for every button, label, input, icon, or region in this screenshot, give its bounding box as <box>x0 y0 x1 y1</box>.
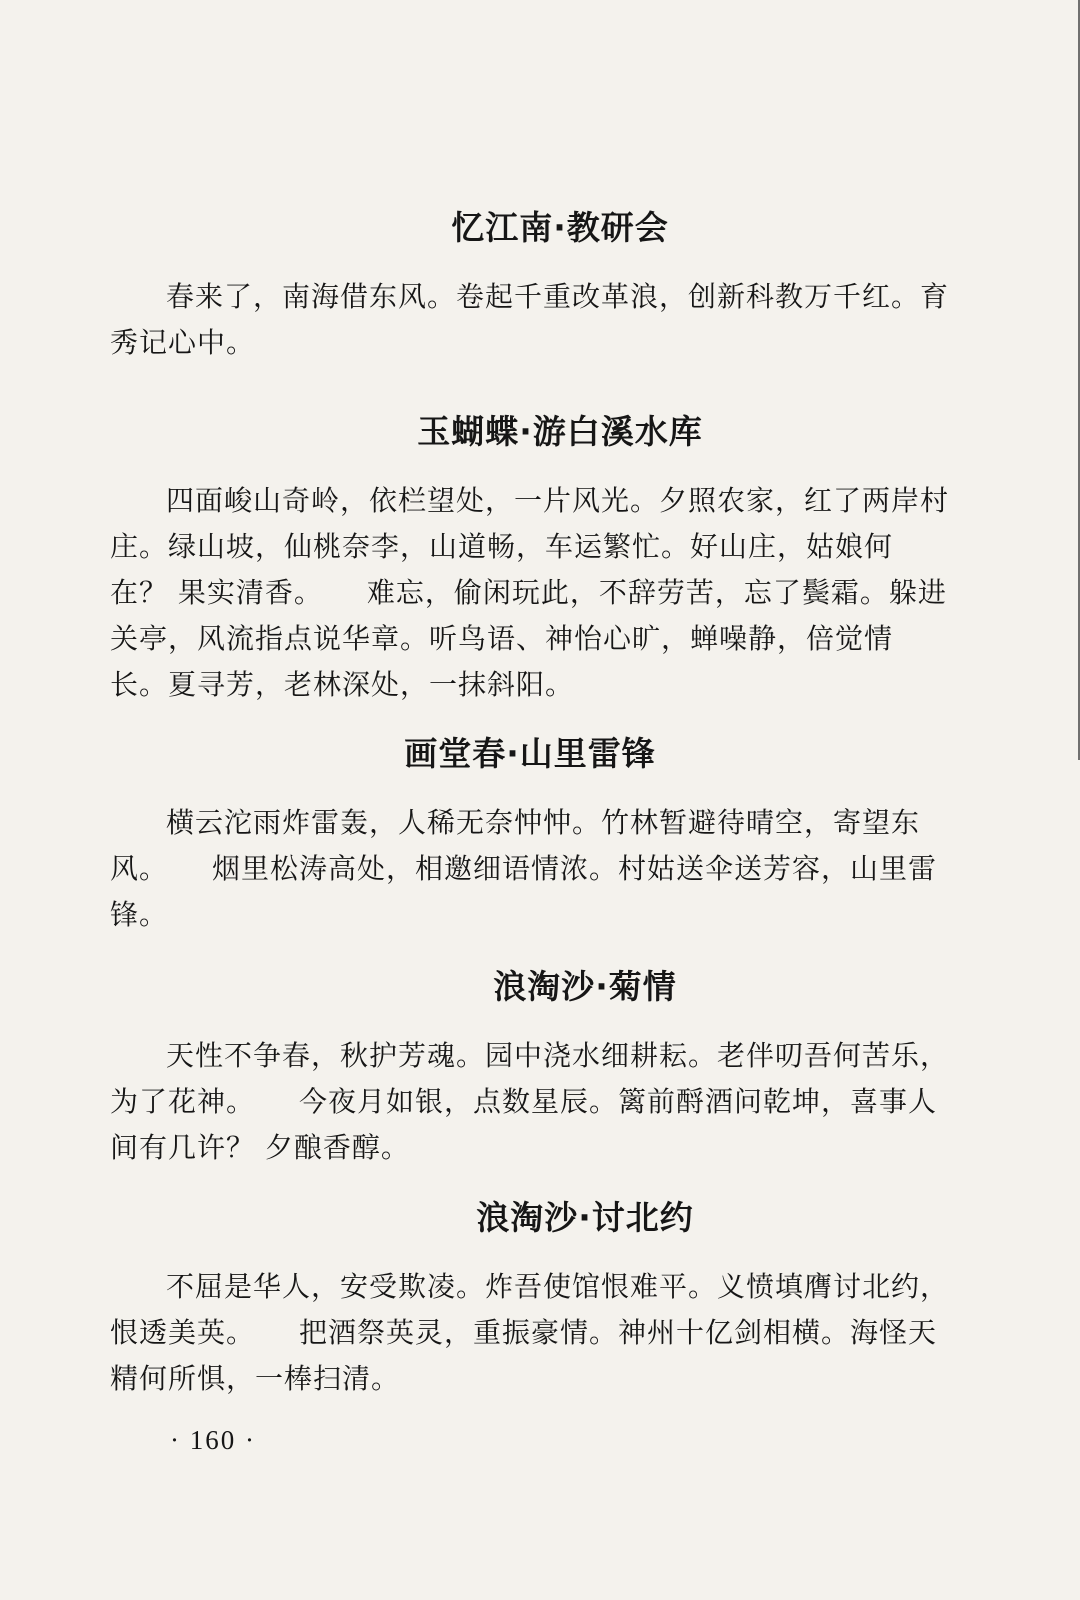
poem-5 <box>110 1198 950 1402</box>
poem-2 <box>110 412 950 708</box>
poem-body: 春来了，南海借东风。卷起千重改革浪，创新科教万千红。育秀记心中。 <box>110 280 950 359</box>
poem-title: 浪淘沙·菊情 <box>493 967 677 1006</box>
poem-4 <box>110 967 950 1171</box>
poem-body: 四面峻山奇岭，依栏望处，一片风光。夕照农家，红了两岸村庄。绿山坡，仙桃奈李，山道畅，车运繁忙。好山庄，姑娘何在？ 果实清香。 难忘，偷闲玩此，不辞劳苦，忘了鬓霜。躲进关亭，风流指点说华章。听鸟语、神怡心旷，蝉噪静，倍觉情长。夏寻芳，老林深处，一抹斜阳。 <box>110 484 950 701</box>
page-number: · 160 · <box>170 1425 256 1455</box>
poem-title: 画堂春·山里雷锋 <box>404 734 656 773</box>
poem-body: 横云沱雨炸雷轰，人稀无奈忡忡。竹林暂避待晴空，寄望东风。 烟里松涛高处，相邀细语情浓。村姑送伞送芳容，山里雷锋。 <box>110 806 938 931</box>
poem-body: 不屈是华人，安受欺凌。炸吾使馆恨难平。义愤填膺讨北约，恨透美英。 把酒祭英灵，重振豪情。神州十亿剑相横。海怪天精何所惧，一棒扫清。 <box>110 1270 950 1395</box>
poem-1 <box>110 208 950 366</box>
poem-3 <box>110 734 950 938</box>
poem-title: 玉蝴蝶·游白溪水库 <box>417 412 703 451</box>
poem-title: 浪淘沙·讨北约 <box>476 1198 694 1237</box>
poem-body: 天性不争春，秋护芳魂。园中浇水细耕耘。老伴叨吾何苦乐，为了花神。 今夜月如银，点数星辰。篱前酹酒问乾坤，喜事人间有几许？ 夕酿香醇。 <box>110 1039 950 1164</box>
poem-title: 忆江南·教研会 <box>451 208 669 247</box>
